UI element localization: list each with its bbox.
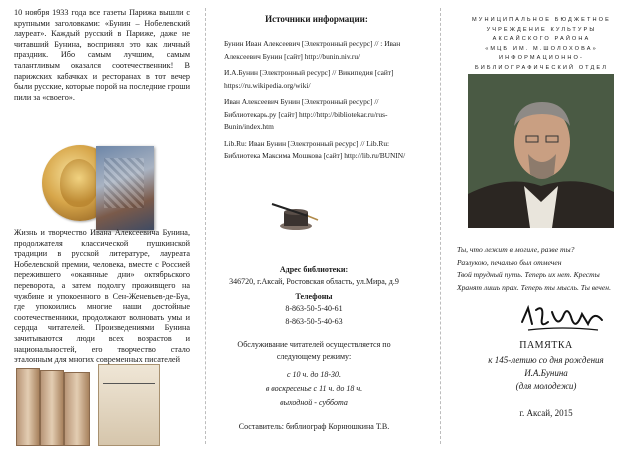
source-item-1: Бунин Иван Алексеевич [Электронный ресурс] // : Иван Алексеевич Бунин [сайт] http://bunin.niv.ru/ [224, 39, 401, 61]
compiler-text: Составитель: библиограф Корнюшкина Т.В. [238, 422, 390, 431]
source-item-3: Иван Алексеевич Бунин [Электронный ресурс] // Библиотекарь.ру [сайт] http://http://bibliotekar.ru/rus-Bunin/index.htm [224, 97, 388, 131]
institution-header [453, 16, 630, 74]
memo-name: И.А.Бунина [524, 368, 568, 378]
address-text: 346720, г.Аксай, Ростовская область, ул.Мира, д.9 [229, 277, 399, 286]
memo-audience: (для молодежи) [515, 381, 577, 391]
signature-icon [518, 300, 608, 336]
old-books-image [16, 366, 166, 446]
schedule-dayoff: выходной - суббота [280, 398, 348, 407]
poem-line-4: Хранят лишь прах. Теперь ты мысль. Ты вечен. [457, 282, 611, 292]
source-item-4: Lib.Ru: Иван Бунин [Электронный ресурс] // Lib.Ru: Библиотека Максима Мошкова [сайт] http://lib.ru/BUNIN/ [224, 138, 406, 160]
poem [457, 244, 633, 294]
book-cover-image [96, 146, 154, 230]
intro-text: 10 ноября 1933 года все газеты Парижа вышли с крупными заголовками: «Бунин – Нобелевский лауреат». Каждый русский в Париже, даже не читавший Бунина, воспринял это как личный праздник. Ибо самым лучшим, самым талантливым оказался соотечественник! В парижских кабачках и ресторанах в тот вечер были русские, которые порой на последние гроши пили за «своего». [14, 8, 190, 102]
header-line-3: АКСАЙСКОГО РАЙОНА [492, 36, 591, 43]
poem-line-1: Ты, что лежит в могиле, разве ты? [457, 245, 575, 254]
poem-line-3: Твой трудный путь. Теперь их нет. Кресты [457, 270, 600, 279]
source-item-2: И.А.Бунин [Электронный ресурс] // Википедия [сайт] https://ru.wikipedia.org/wiki/ [224, 68, 394, 90]
header-line-6: БИБЛИОГРАФИЧЕСКИЙ ОТДЕЛ [474, 64, 609, 71]
header-line-4: «МЦБ ИМ. М.ШОЛОХОВА» [485, 45, 598, 52]
sources-heading: Источники информации: [265, 14, 368, 24]
phone-1: 8-863-50-5-40-61 [285, 304, 343, 313]
service-text: Обслуживание читателей осуществляется по следующему режиму: [237, 340, 391, 361]
header-line-5: ИНФОРМАЦИОННО- [499, 55, 584, 62]
fold-line-right [440, 8, 442, 444]
city-year: г. Аксай, 2015 [519, 408, 573, 418]
header-line-1: МУНИЦИПАЛЬНОЕ БЮДЖЕТНОЕ [472, 17, 611, 23]
phone-2: 8-863-50-5-40-63 [285, 317, 343, 326]
schedule-sunday: в воскресенье с 11 ч. до 18 ч. [265, 384, 363, 393]
body-text: Жизнь и творчество Ивана Алексеевича Бунина, продолжателя классической пушкинской традиции в русской литературе, лауреата Нобелевской премии, человека, вместе с Россией пережившего «окаянные дни» октябрьского переворота, а затем подолгу проживщего на чужбине и упокоенного в Сен-Женевьев-де-Буа, где упокоились многие наши достойные соотечественники, продолжают волновать умы и сердца читателей. Произведениями Бунина зачитываются люди всех возрастов и национальностей, его творчество стало эталонным для многих современных писателей [14, 228, 190, 365]
memo-title: ПАМЯТКА [519, 340, 573, 351]
fold-line-left [205, 8, 207, 444]
schedule-weekdays: с 10 ч. до 18-30. [286, 370, 342, 379]
header-line-2: УЧРЕЖДЕНИЕ КУЛЬТУРЫ [486, 26, 597, 33]
memo-subtitle: к 145-летию со дня рождения [488, 355, 604, 365]
bunin-portrait-image [468, 74, 614, 228]
poem-line-2: Разлукою, печалью был отмечен [457, 257, 562, 267]
address-heading: Адрес библиотеки: [279, 265, 349, 274]
inkwell-pen-icon [268, 198, 324, 232]
phones-heading: Телефоны [295, 292, 333, 301]
